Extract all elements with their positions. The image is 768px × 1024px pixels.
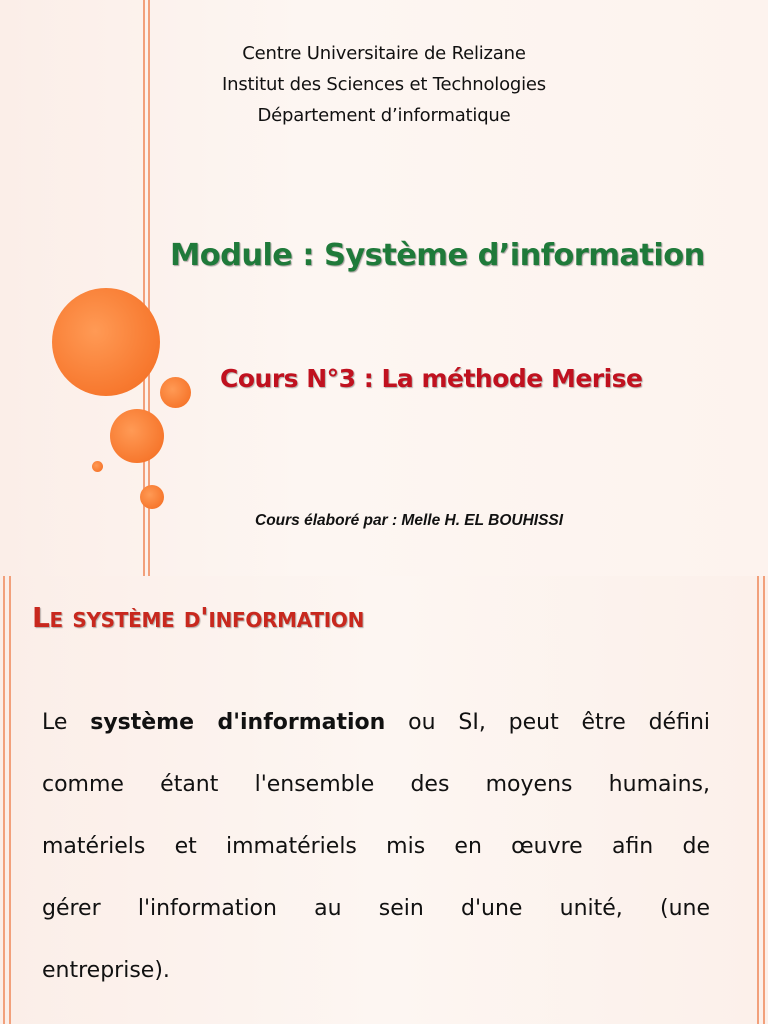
paragraph-line: matériels et immatériels mis en œuvre afin de [42, 834, 710, 859]
institution-line: Institut des Sciences et Technologies [222, 74, 546, 95]
paragraph-line [42, 692, 710, 754]
module-title: Module : Système d’information [170, 238, 705, 273]
institution-line: Centre Universitaire de Relizane [242, 43, 526, 64]
paragraph-bold-term: système d'information [90, 710, 386, 735]
decorative-circle-large [52, 288, 160, 396]
course-title: Cours N°3 : La méthode Merise [220, 364, 643, 393]
definition-paragraph [42, 692, 710, 1002]
paragraph-line: entreprise). [42, 958, 170, 983]
paragraph-text: ou SI, peut être défini [385, 710, 710, 735]
paragraph-line: gérer l'information au sein d'une unité, (une [42, 896, 710, 921]
content-slide [0, 576, 768, 1024]
paragraph-text: Le [42, 710, 91, 735]
decorative-line [3, 576, 5, 1024]
decorative-line [757, 576, 759, 1024]
decorative-circle-tiny [92, 461, 103, 472]
author-credit: Cours élaboré par : Melle H. EL BOUHISSI [255, 512, 564, 529]
decorative-circle-small-2 [140, 485, 164, 509]
slide-heading: Le système d'information [32, 601, 365, 634]
paragraph-line: comme étant l'ensemble des moyens humains, [42, 772, 710, 797]
institution-line: Département d’informatique [257, 105, 511, 126]
decorative-circle-small [160, 377, 191, 408]
decorative-circle-medium [110, 409, 164, 463]
decorative-line [9, 576, 11, 1024]
institution-block [0, 38, 768, 131]
decorative-line [763, 576, 765, 1024]
